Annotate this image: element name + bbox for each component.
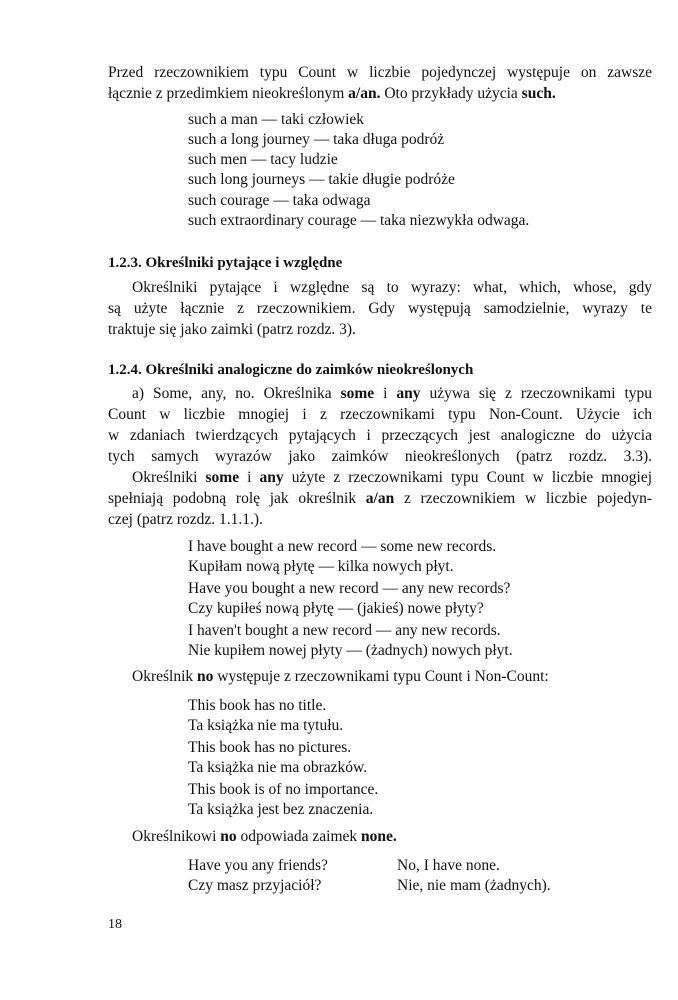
section-1-2-4-p2-line: czej (patrz rozdz. 1.1.1.).	[108, 511, 263, 528]
friends-question: Have you any friends?	[188, 857, 328, 874]
such-example: such a man — taki człowiek	[188, 111, 365, 128]
page-number: 18	[108, 917, 122, 932]
record-example: Nie kupiłem nowej płyty — (żadnych) nowych płyt.	[188, 642, 513, 659]
book-example: This book has no pictures.	[188, 739, 352, 756]
such-example: such a long journey — taka długa podróż	[188, 131, 445, 148]
such-example: such courage — taka odwaga	[188, 192, 371, 209]
section-heading-1-2-3: 1.2.3. Określniki pytające i względne	[108, 255, 343, 271]
such-example: such men — tacy ludzie	[188, 151, 338, 168]
book-example: This book is of no importance.	[188, 781, 379, 798]
record-example: Kupiłam nową płytę — kilka nowych płyt.	[188, 558, 454, 575]
such-example: such extraordinary courage — taka niezwykła odwaga.	[188, 212, 530, 229]
book-example: Ta książka nie ma obrazków.	[188, 759, 368, 776]
section-heading-1-2-4: 1.2.4. Określniki analogiczne do zaimków nieokreślonych	[108, 362, 474, 378]
section-1-2-3-line: traktuje się jako zaimki (patrz rozdz. 3).	[108, 321, 356, 338]
section-1-2-3-line: Określniki pytające i względne są to wyrazy: what, which, whose, gdy	[132, 279, 652, 296]
intro-line-2: łącznie z przedimkiem nieokreślonym a/an. Oto przykłady użycia such.	[108, 85, 556, 102]
section-1-2-4-p2-line: spełniają podobną rolę jak określnik a/an z rzeczownikiem w liczbie pojedyn-	[108, 490, 652, 507]
intro-line-1: Przed rzeczownikiem typu Count w liczbie pojedynczej występuje on zawsze	[108, 64, 652, 81]
section-1-2-3-line: są użyte łącznie z rzeczownikiem. Gdy występują samodzielnie, wyrazy te	[108, 300, 652, 317]
book-example: This book has no title.	[188, 697, 327, 714]
friends-answer: No, I have none.	[397, 857, 500, 874]
section-1-2-4-p1-line: a) Some, any, no. Określnika some i any używa się z rzeczownikami typu	[132, 385, 653, 402]
record-example: Czy kupiłeś nową płytę — (jakieś) nowe płyty?	[188, 600, 484, 617]
section-1-2-4-p1-line: Count w liczbie mnogiej i z rzeczownikami typu Non-Count. Użycie ich	[108, 406, 652, 423]
none-intro-line: Określnikowi no odpowiada zaimek none.	[132, 828, 397, 845]
such-example: such long journeys — takie długie podróże	[188, 171, 455, 188]
record-example: Have you bought a new record — any new records?	[188, 580, 511, 597]
section-1-2-4-p2-line: Określniki some i any użyte z rzeczownikami typu Count w liczbie mnogiej	[132, 469, 652, 486]
record-example: I haven't bought a new record — any new records.	[188, 622, 501, 639]
section-1-2-4-p1-line: w zdaniach twierdzących pytających i przeczących jest analogiczne do użycia	[108, 427, 652, 444]
record-example: I have bought a new record — some new records.	[188, 538, 497, 555]
book-example: Ta książka jest bez znaczenia.	[188, 801, 374, 818]
book-example: Ta książka nie ma tytułu.	[188, 717, 344, 734]
friends-question: Czy masz przyjaciół?	[188, 877, 322, 894]
friends-answer: Nie, nie mam (żadnych).	[397, 877, 551, 894]
section-1-2-4-p1-line: tych samych wyrazów jako zaimków nieokreślonych (patrz rozdz. 3.3).	[108, 448, 652, 465]
no-intro-line: Określnik no występuje z rzeczownikami typu Count i Non-Count:	[132, 668, 549, 685]
